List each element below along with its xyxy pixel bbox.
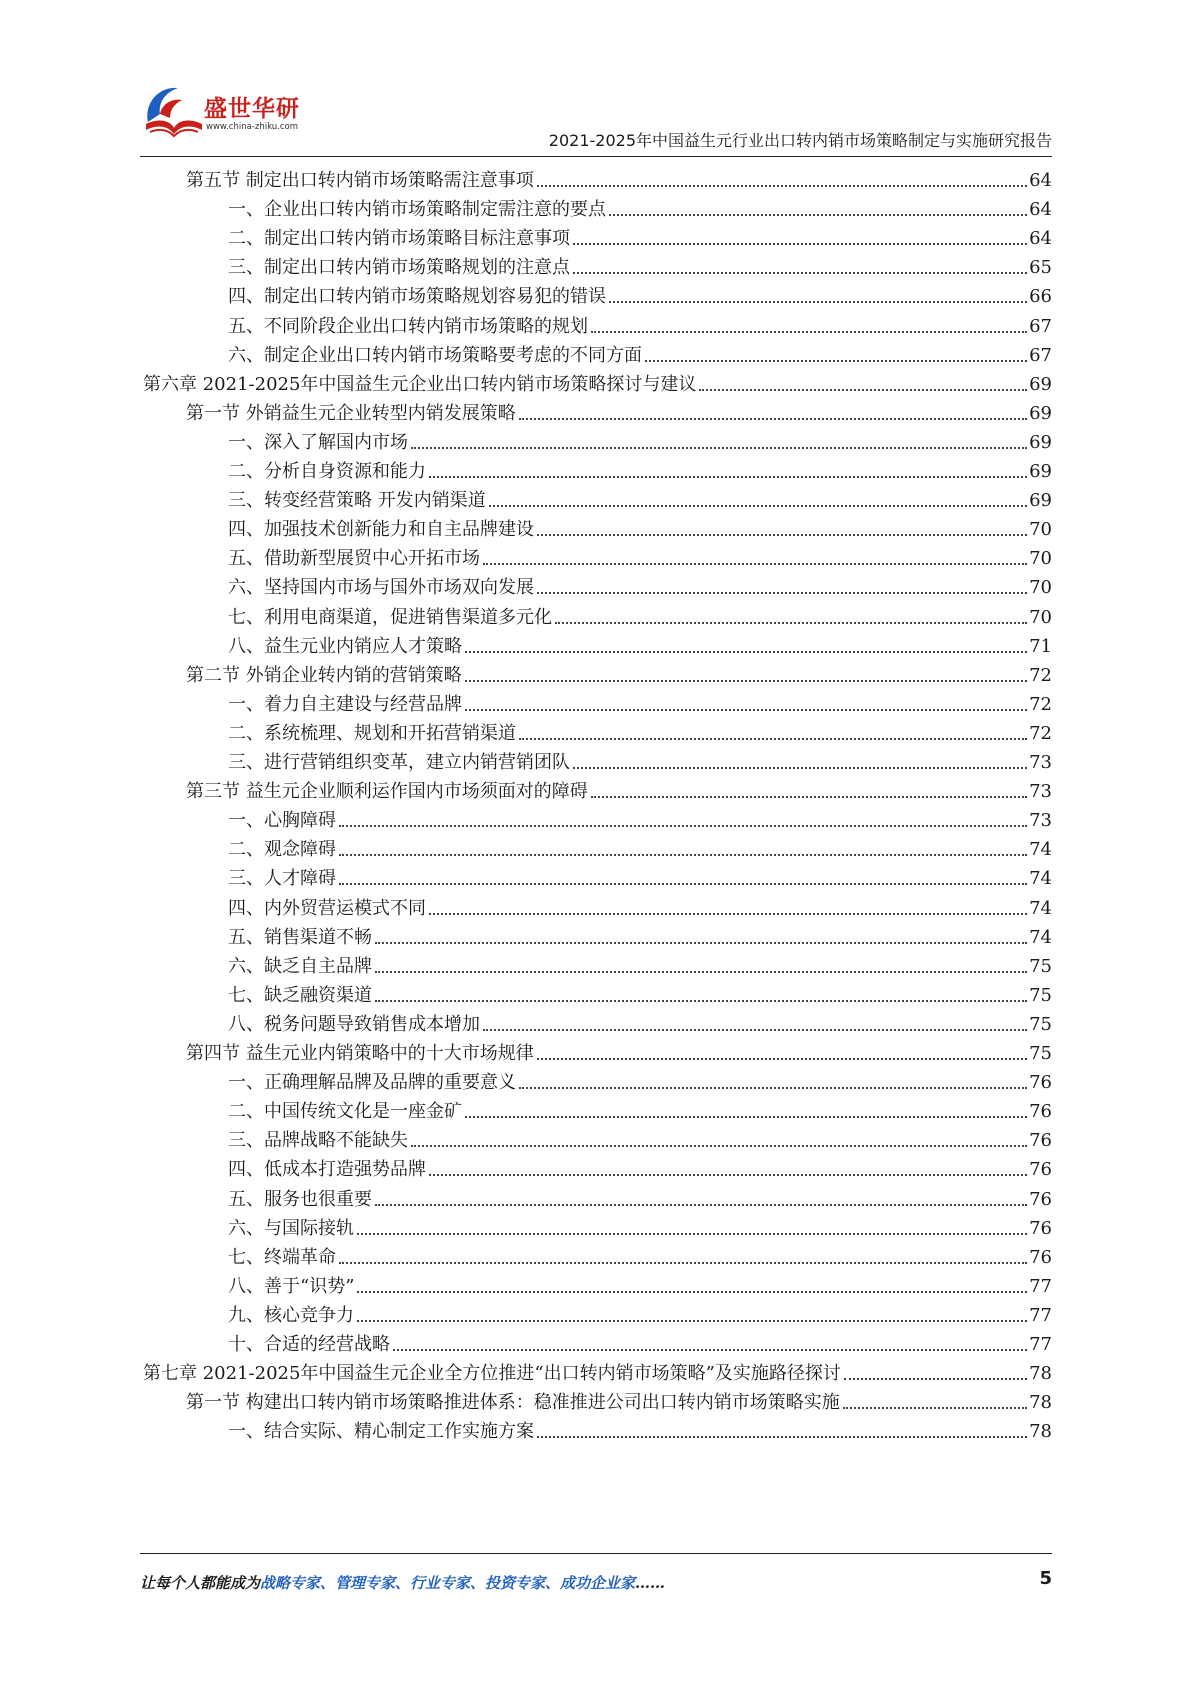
toc-dot-leader — [465, 709, 1027, 711]
toc-dot-leader — [519, 1087, 1027, 1089]
toc-dot-leader — [555, 622, 1027, 624]
toc-entry-page: 67 — [1029, 315, 1052, 337]
toc-entry[interactable] — [228, 917, 1052, 949]
toc-entry-title: 三、转变经营策略 开发内销渠道 — [228, 490, 486, 512]
toc-entry-title: 第三节 益生元企业顺利运作国内市场须面对的障碍 — [186, 781, 588, 803]
toc-entry[interactable] — [228, 684, 1052, 716]
toc-entry-title: 第一节 外销益生元企业转型内销发展策略 — [186, 402, 516, 424]
slogan-suffix: …… — [635, 1574, 666, 1592]
toc-entry-title: 十、合适的经营战略 — [228, 1334, 390, 1355]
toc-dot-leader — [591, 796, 1027, 798]
toc-entry-title: 一、心胸障碍 — [228, 810, 336, 832]
toc-entry-page: 73 — [1029, 752, 1052, 773]
toc-dot-leader — [465, 680, 1027, 682]
toc-entry-page: 72 — [1029, 693, 1052, 715]
toc-dot-leader — [339, 883, 1027, 885]
toc-entry[interactable] — [186, 655, 1052, 687]
toc-entry-page: 70 — [1029, 519, 1052, 541]
toc-entry-page: 74 — [1029, 897, 1052, 919]
toc-entry-page: 78 — [1029, 1421, 1052, 1443]
toc-dot-leader — [375, 971, 1027, 973]
toc-entry[interactable] — [228, 509, 1052, 541]
toc-entry-page: 76 — [1029, 1246, 1052, 1268]
toc-dot-leader — [375, 942, 1027, 944]
toc-entry[interactable] — [228, 422, 1052, 454]
toc-entry-title: 二、分析自身资源和能力 — [228, 461, 426, 482]
company-logo — [140, 78, 310, 148]
toc-entry[interactable] — [186, 393, 1052, 425]
toc-entry-page: 78 — [1029, 1392, 1052, 1414]
toc-entry-page: 67 — [1029, 344, 1052, 366]
toc-entry-page: 70 — [1029, 606, 1052, 628]
toc-entry-title: 六、坚持国内市场与国外市场双向发展 — [228, 577, 534, 599]
toc-entry-page: 69 — [1029, 490, 1052, 512]
footer-slogan — [140, 1572, 665, 1593]
toc-dot-leader — [339, 854, 1027, 856]
toc-entry[interactable] — [228, 1324, 1052, 1356]
toc-entry[interactable] — [228, 480, 1052, 512]
toc-entry[interactable] — [228, 1149, 1052, 1181]
toc-entry-page: 74 — [1029, 926, 1052, 948]
toc-entry-page: 76 — [1029, 1101, 1052, 1123]
toc-entry-title: 七、缺乏融资渠道 — [228, 984, 372, 1006]
toc-entry-title: 一、企业出口转内销市场策略制定需注意的要点 — [228, 199, 606, 221]
toc-entry[interactable] — [228, 567, 1052, 599]
toc-dot-leader — [483, 563, 1027, 565]
toc-entry-page: 65 — [1029, 257, 1052, 279]
toc-entry-title: 二、中国传统文化是一座金矿 — [228, 1101, 462, 1123]
toc-dot-leader — [429, 1174, 1027, 1176]
toc-entry-page: 70 — [1029, 548, 1052, 570]
report-title: 2021-2025年中国益生元行业出口转内销市场策略制定与实施研究报告 — [548, 131, 1052, 150]
toc-entry-page: 76 — [1029, 1159, 1052, 1181]
toc-entry-title: 六、缺乏自主品牌 — [228, 955, 372, 977]
toc-dot-leader — [609, 301, 1027, 303]
toc-dot-leader — [357, 1291, 1027, 1293]
toc-entry[interactable] — [186, 1382, 1052, 1414]
toc-dot-leader — [429, 913, 1027, 915]
toc-entry-page: 69 — [1029, 402, 1052, 424]
toc-entry-title: 五、借助新型展贸中心开拓市场 — [228, 548, 480, 570]
toc-entry-title: 四、内外贸营运模式不同 — [228, 897, 426, 919]
toc-dot-leader — [483, 1029, 1027, 1031]
toc-dot-leader — [519, 418, 1027, 420]
toc-entry-title: 六、制定企业出口转内销市场策略要考虑的不同方面 — [228, 344, 642, 366]
toc-entry[interactable] — [228, 946, 1052, 978]
toc-entry-title: 一、着力自主建设与经营品牌 — [228, 693, 462, 715]
toc-entry-title: 六、与国际接轨 — [228, 1217, 354, 1239]
toc-entry-page: 78 — [1029, 1363, 1052, 1385]
toc-entry[interactable] — [228, 975, 1052, 1007]
toc-entry-title: 七、终端革命 — [228, 1246, 336, 1268]
toc-entry-title: 二、观念障碍 — [228, 839, 336, 861]
toc-entry[interactable] — [228, 713, 1052, 745]
toc-entry-page: 64 — [1029, 170, 1052, 191]
toc-entry-page: 75 — [1029, 984, 1052, 1006]
toc-entry[interactable] — [228, 189, 1052, 221]
toc-entry-title: 第七章 2021-2025年中国益生元企业全方位推进“出口转内销市场策略”及实施路径探讨 — [143, 1363, 841, 1385]
toc-dot-leader — [699, 389, 1027, 391]
toc-entry-title: 五、销售渠道不畅 — [228, 926, 372, 948]
toc-entry-title: 一、正确理解品牌及品牌的重要意义 — [228, 1072, 516, 1094]
toc-entry-title: 四、制定出口转内销市场策略规划容易犯的错误 — [228, 286, 606, 308]
slogan-highlight: 战略专家、管理专家、行业专家、投资专家、成功企业家 — [260, 1574, 636, 1592]
toc-entry[interactable] — [228, 888, 1052, 920]
toc-entry-page: 64 — [1029, 199, 1052, 221]
toc-entry[interactable] — [228, 451, 1052, 483]
toc-entry-title: 第五节 制定出口转内销市场策略需注意事项 — [186, 170, 534, 191]
toc-entry-page: 74 — [1029, 839, 1052, 861]
toc-entry-page: 77 — [1029, 1304, 1052, 1326]
toc-entry[interactable] — [228, 276, 1052, 308]
toc-entry-title: 五、服务也很重要 — [228, 1188, 372, 1210]
toc-entry[interactable] — [228, 1179, 1052, 1211]
toc-entry[interactable] — [228, 1295, 1052, 1327]
toc-entry[interactable] — [228, 742, 1052, 774]
toc-entry[interactable] — [228, 1237, 1052, 1269]
toc-entry-page: 74 — [1029, 868, 1052, 890]
toc-entry-title: 五、不同阶段企业出口转内销市场策略的规划 — [228, 315, 588, 337]
toc-entry-title: 三、人才障碍 — [228, 868, 336, 890]
toc-dot-leader — [339, 825, 1027, 827]
toc-entry-title: 三、制定出口转内销市场策略规划的注意点 — [228, 257, 570, 279]
toc-entry-page: 77 — [1029, 1275, 1052, 1297]
toc-entry[interactable] — [143, 1353, 1052, 1385]
toc-entry[interactable] — [228, 1411, 1052, 1443]
toc-entry[interactable] — [228, 1266, 1052, 1298]
toc-entry-title: 第四节 益生元业内销策略中的十大市场规律 — [186, 1043, 534, 1064]
toc-dot-leader — [357, 1233, 1027, 1235]
toc-entry-page: 76 — [1029, 1188, 1052, 1210]
toc-entry-title: 二、制定出口转内销市场策略目标注意事项 — [228, 228, 570, 250]
toc-entry[interactable] — [228, 247, 1052, 279]
toc-entry[interactable] — [228, 335, 1052, 367]
logo-emblem-icon — [140, 78, 206, 144]
toc-entry-page: 77 — [1029, 1334, 1052, 1355]
toc-entry[interactable] — [228, 218, 1052, 250]
header-divider — [140, 156, 1052, 157]
toc-dot-leader — [357, 1320, 1027, 1322]
toc-entry[interactable] — [186, 160, 1052, 192]
toc-entry[interactable] — [186, 771, 1052, 803]
toc-entry-page: 70 — [1029, 577, 1052, 599]
toc-dot-leader — [465, 1116, 1027, 1118]
toc-entry-page: 64 — [1029, 228, 1052, 250]
toc-entry[interactable] — [228, 858, 1052, 890]
toc-dot-leader — [375, 1000, 1027, 1002]
toc-entry-title: 九、核心竞争力 — [228, 1304, 354, 1326]
toc-dot-leader — [519, 738, 1027, 740]
toc-dot-leader — [489, 505, 1027, 507]
logo-name: 盛世华研 — [204, 96, 300, 122]
toc-entry-title: 一、深入了解国内市场 — [228, 431, 408, 453]
toc-dot-leader — [573, 243, 1027, 245]
toc-entry-title: 四、低成本打造强势品牌 — [228, 1159, 426, 1181]
toc-entry-title: 四、加强技术创新能力和自主品牌建设 — [228, 519, 534, 541]
toc-entry[interactable] — [228, 1208, 1052, 1240]
toc-entry-page: 73 — [1029, 810, 1052, 832]
toc-entry-page: 69 — [1029, 431, 1052, 453]
logo-url: www.china-zhiku.com — [206, 122, 298, 132]
toc-entry[interactable] — [228, 306, 1052, 338]
toc-dot-leader — [537, 534, 1027, 536]
toc-entry-title: 第二节 外销企业转内销的营销策略 — [186, 664, 462, 686]
toc-dot-leader — [573, 767, 1027, 769]
toc-entry-page: 69 — [1029, 461, 1052, 482]
toc-entry-page: 76 — [1029, 1072, 1052, 1094]
page-header — [140, 78, 1052, 158]
toc-entry-page: 75 — [1029, 1013, 1052, 1035]
toc-entry-page: 66 — [1029, 286, 1052, 308]
toc-entry[interactable] — [228, 626, 1052, 658]
toc-entry[interactable] — [228, 1091, 1052, 1123]
toc-entry-title: 一、结合实际、精心制定工作实施方案 — [228, 1421, 534, 1443]
slogan-prefix: 让每个人都能成为 — [140, 1574, 261, 1592]
toc-entry-title: 三、品牌战略不能缺失 — [228, 1130, 408, 1152]
toc-dot-leader — [591, 331, 1027, 333]
toc-entry-page: 69 — [1029, 373, 1052, 395]
toc-dot-leader — [573, 272, 1027, 274]
toc-entry-title: 八、益生元业内销应人才策略 — [228, 635, 462, 657]
toc-entry-page: 76 — [1029, 1130, 1052, 1152]
toc-entry[interactable] — [228, 1004, 1052, 1036]
toc-dot-leader — [609, 214, 1027, 216]
toc-entry-page: 72 — [1029, 664, 1052, 686]
toc-entry-title: 第六章 2021-2025年中国益生元企业出口转内销市场策略探讨与建议 — [143, 373, 697, 395]
toc-entry-page: 76 — [1029, 1217, 1052, 1239]
toc-dot-leader — [537, 1436, 1027, 1438]
toc-entry-title: 七、利用电商渠道，促进销售渠道多元化 — [228, 606, 552, 628]
toc-entry[interactable] — [228, 1062, 1052, 1094]
toc-dot-leader — [411, 447, 1027, 449]
toc-entry-page: 72 — [1029, 722, 1052, 744]
footer-divider — [140, 1553, 1052, 1554]
toc-dot-leader — [537, 592, 1027, 594]
toc-entry[interactable] — [228, 1120, 1052, 1152]
toc-entry-title: 第一节 构建出口转内销市场策略推进体系：稳准推进公司出口转内销市场策略实施 — [186, 1392, 840, 1414]
toc-dot-leader — [844, 1378, 1027, 1380]
toc-dot-leader — [339, 1262, 1027, 1264]
toc-entry-title: 二、系统梳理、规划和开拓营销渠道 — [228, 722, 516, 744]
toc-dot-leader — [645, 360, 1027, 362]
toc-entry[interactable] — [228, 829, 1052, 861]
toc-entry[interactable] — [228, 800, 1052, 832]
toc-dot-leader — [537, 185, 1027, 187]
toc-entry[interactable] — [143, 364, 1052, 396]
toc-entry-page: 71 — [1029, 635, 1052, 657]
toc-dot-leader — [375, 1204, 1027, 1206]
toc-entry-page: 75 — [1029, 1043, 1052, 1064]
toc-entry-page: 73 — [1029, 781, 1052, 803]
toc-dot-leader — [843, 1407, 1027, 1409]
toc-entry-title: 八、税务问题导致销售成本增加 — [228, 1013, 480, 1035]
toc-dot-leader — [411, 1145, 1027, 1147]
toc-entry-page: 75 — [1029, 955, 1052, 977]
toc-dot-leader — [393, 1349, 1027, 1351]
toc-entry[interactable] — [186, 1033, 1052, 1065]
toc-entry[interactable] — [228, 597, 1052, 629]
toc-dot-leader — [465, 651, 1027, 653]
toc-dot-leader — [537, 1058, 1027, 1060]
toc-dot-leader — [429, 476, 1027, 478]
page-number: 5 — [1039, 1568, 1052, 1589]
toc-entry[interactable] — [228, 538, 1052, 570]
toc-entry-title: 三、进行营销组织变革，建立内销营销团队 — [228, 752, 570, 773]
toc-entry-title: 八、善于“识势” — [228, 1275, 355, 1297]
